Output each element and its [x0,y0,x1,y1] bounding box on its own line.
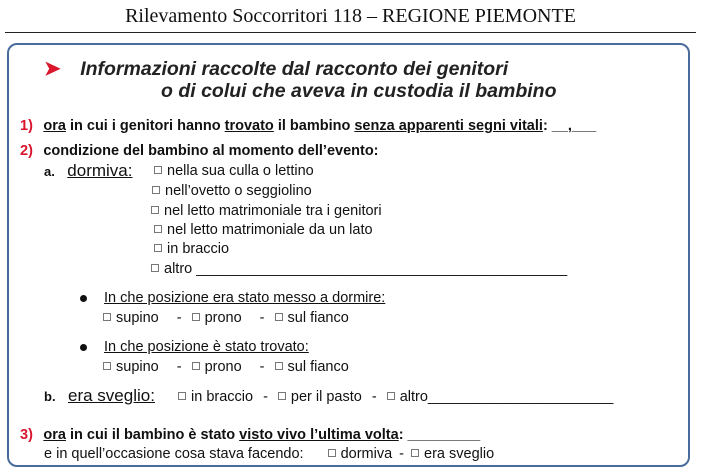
option-supino[interactable]: supino [103,359,159,375]
checkbox-icon[interactable] [151,206,159,214]
header-divider [5,32,696,33]
question-1: 1) ora in cui i genitori hanno trovato il bambino senza apparenti segni vitali: __,___ [20,118,597,134]
option-culla[interactable]: nella sua culla o lettino [154,163,314,179]
q1-trovato: trovato [224,118,274,134]
question-1-number: 1) [20,118,33,134]
subquestion-b: b. era sveglio: [44,386,155,405]
q1-senza-segni: senza apparenti segni vitali [354,118,543,134]
question-2 [20,142,379,160]
checkbox-icon[interactable] [154,166,162,174]
checkbox-icon[interactable] [275,313,283,321]
question-3-line2: e in quell’occasione cosa stava facendo: dormiva - era sveglio [44,446,495,462]
option-ovetto[interactable]: nell’ovetto o seggiolino [152,183,312,199]
q1-time-field[interactable]: : __,___ [542,118,597,134]
checkbox-icon[interactable] [154,244,162,252]
checkbox-icon[interactable] [278,392,286,400]
option-supino[interactable]: supino [103,310,159,326]
question-2-label: condizione del bambino al momento dell’evento: [43,143,379,159]
question-3: 3) ora in cui il bambino è stato visto vivo l’ultima volta: _________ [20,427,481,443]
option-prono[interactable]: prono [192,310,242,326]
arrow-icon: ➤ [44,58,61,80]
option-dormiva[interactable]: dormiva [328,446,393,462]
checkbox-icon[interactable] [154,225,162,233]
position-options-2: supino - prono - sul fianco [103,359,349,375]
option-letto-un-lato[interactable]: nel letto matrimoniale da un lato [154,222,373,238]
option-sul-fianco[interactable]: sul fianco [275,310,349,326]
position-question-1: In che posizione era stato messo a dormire: [80,290,385,306]
option-in-braccio[interactable]: in braccio [154,241,229,257]
checkbox-icon[interactable] [275,362,283,370]
checkbox-icon[interactable] [192,362,200,370]
option-altro-b[interactable]: altro_______________________ [387,389,614,405]
checkbox-icon[interactable] [328,449,336,457]
section-title-line1: ➤ Informazioni raccolte dal racconto dei genitori [44,58,509,80]
checkbox-icon[interactable] [103,313,111,321]
option-letto-tra-genitori[interactable]: nel letto matrimoniale tra i genitori [151,203,382,219]
subquestion-a: a. dormiva: [44,161,133,180]
position-options-1: supino - prono - sul fianco [103,310,349,326]
checkbox-icon[interactable] [411,449,419,457]
checkbox-icon[interactable] [178,392,186,400]
era-sveglio-label: era sveglio: [68,386,155,405]
q3-time-field[interactable]: : _________ [398,427,481,443]
q3-ora: ora [43,427,66,443]
dormiva-label: dormiva: [67,161,133,180]
checkbox-icon[interactable] [192,313,200,321]
checkbox-icon[interactable] [103,362,111,370]
option-in-braccio-b[interactable]: in braccio [178,389,253,405]
page-title: Rilevamento Soccorritori 118 – REGIONE PIEMONTE [125,5,576,27]
position-question-2: In che posizione è stato trovato: [80,339,309,355]
option-prono[interactable]: prono [192,359,242,375]
option-era-sveglio[interactable]: era sveglio [411,446,494,462]
page-header [0,0,701,38]
bullet-icon [80,344,87,351]
bullet-icon [80,295,87,302]
option-altro[interactable]: altro ______________________________________________ [151,261,567,277]
question-3-number: 3) [20,427,33,443]
checkbox-icon[interactable] [151,264,159,272]
q1-ora: ora [43,118,66,134]
option-sul-fianco[interactable]: sul fianco [275,359,349,375]
question-2-number: 2) [20,143,33,159]
checkbox-icon[interactable] [387,392,395,400]
section-title-line2: o di colui che aveva in custodia il bambino [161,80,557,102]
era-sveglio-options: in braccio - per il pasto - altro_______________________ [178,389,613,405]
checkbox-icon[interactable] [152,186,160,194]
option-per-il-pasto[interactable]: per il pasto [278,389,362,405]
q3-visto-vivo: visto vivo l’ultima volta [239,427,399,443]
